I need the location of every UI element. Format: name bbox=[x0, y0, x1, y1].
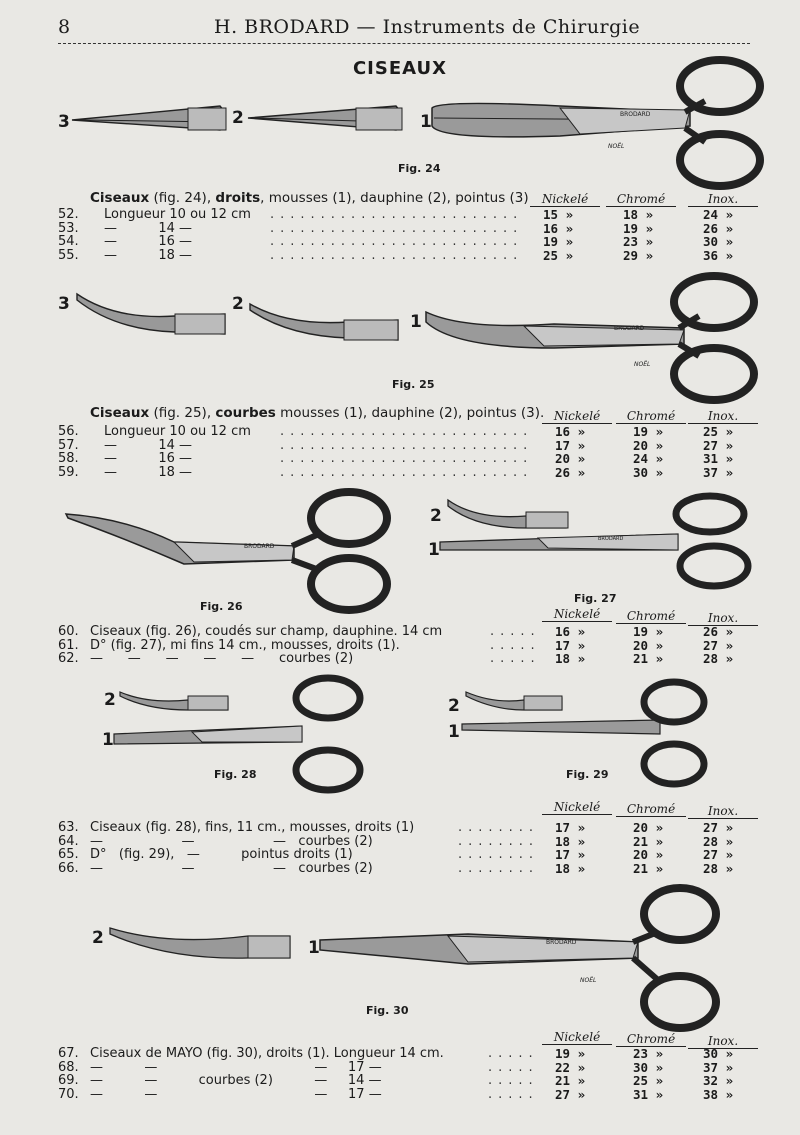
item-description: — 16 — bbox=[104, 451, 192, 466]
item-description: Longueur 10 ou 12 cm bbox=[104, 424, 251, 439]
column-header-inox: Inox. bbox=[707, 192, 739, 206]
maker-engraving: NOËL bbox=[634, 361, 651, 368]
item-number-2: 2 bbox=[448, 696, 460, 716]
scissors-straight-icon bbox=[430, 56, 770, 196]
item-description: — — — 17 — bbox=[90, 1059, 382, 1075]
item-number-2: 2 bbox=[92, 928, 104, 948]
scissors-blade-pointed-icon bbox=[70, 100, 230, 140]
column-header-nickele: Nickelé bbox=[553, 800, 601, 814]
item-number-1: 1 bbox=[448, 722, 460, 742]
price-inox: 27 » bbox=[703, 437, 734, 453]
leader-dots: ..... bbox=[490, 651, 541, 666]
leader-dots: ........ bbox=[458, 820, 540, 835]
price-nickele: 16 » bbox=[555, 424, 586, 439]
price-row bbox=[0, 424, 800, 438]
price-nickele: 15 » bbox=[543, 207, 574, 222]
price-inox: 27 » bbox=[703, 637, 734, 653]
scissors-curved-icon bbox=[424, 274, 764, 414]
leader-dots: ........ bbox=[458, 847, 540, 862]
figure-caption: Fig. 30 bbox=[366, 1004, 409, 1017]
price-chrome: 19 » bbox=[633, 424, 664, 439]
price-inox: 28 » bbox=[703, 860, 734, 876]
item-number: 69. bbox=[58, 1073, 79, 1088]
maker-engraving: NOËL bbox=[580, 977, 597, 984]
page-number: 8 bbox=[58, 16, 71, 38]
price-row bbox=[0, 248, 800, 262]
item-description: — — courbes (2) — 14 — bbox=[90, 1073, 382, 1088]
leader-dots: ..... bbox=[488, 1086, 539, 1102]
column-header-chrome: Chromé bbox=[616, 192, 666, 206]
price-chrome: 21 » bbox=[633, 833, 664, 849]
leader-dots: ......................... bbox=[270, 234, 524, 249]
price-nickele: 25 » bbox=[543, 247, 574, 263]
leader-dots: ..... bbox=[490, 624, 541, 639]
item-description: — — — courbes (2) bbox=[90, 833, 373, 849]
price-nickele: 20 » bbox=[555, 451, 586, 466]
figure-caption: Fig. 27 bbox=[574, 592, 617, 605]
item-description: Ciseaux (fig. 28), fins, 11 cm., mousses, droits (1) bbox=[90, 820, 415, 835]
price-inox: 31 » bbox=[703, 451, 734, 466]
price-chrome: 18 » bbox=[623, 207, 654, 222]
leader-dots: ......................... bbox=[270, 247, 524, 263]
price-row bbox=[0, 861, 800, 875]
group-caption: Ciseaux (fig. 24), droits, mousses (1), dauphine (2), pointus (3) bbox=[90, 190, 529, 206]
price-chrome: 20 » bbox=[633, 437, 664, 453]
leader-dots: ......................... bbox=[280, 464, 534, 480]
price-row bbox=[0, 624, 800, 638]
item-description: Longueur 10 ou 12 cm bbox=[104, 207, 251, 222]
column-header-nickele: Nickelé bbox=[541, 192, 589, 206]
leader-dots: ..... bbox=[488, 1073, 539, 1088]
item-number-1: 1 bbox=[102, 730, 114, 750]
item-number: 57. bbox=[58, 437, 79, 453]
price-nickele: 18 » bbox=[555, 833, 586, 849]
price-row bbox=[0, 221, 800, 235]
price-inox: 26 » bbox=[703, 220, 734, 236]
price-chrome: 19 » bbox=[633, 624, 664, 639]
item-number: 54. bbox=[58, 234, 79, 249]
item-number: 60. bbox=[58, 624, 79, 639]
price-nickele: 19 » bbox=[555, 1046, 586, 1061]
price-row bbox=[0, 234, 800, 248]
price-chrome: 23 » bbox=[623, 234, 654, 249]
item-description: Ciseaux (fig. 26), coudés sur champ, dauphine. 14 cm bbox=[90, 624, 443, 639]
price-inox: 28 » bbox=[703, 651, 734, 666]
column-header-inox: Inox. bbox=[707, 409, 739, 423]
price-inox: 37 » bbox=[703, 1059, 734, 1075]
item-number-1: 1 bbox=[428, 540, 440, 560]
item-description: D° (fig. 29), — pointus droits (1) bbox=[90, 847, 353, 862]
item-description: — 14 — bbox=[104, 437, 192, 453]
price-chrome: 24 » bbox=[633, 451, 664, 466]
brand-engraving: BRODARD bbox=[620, 111, 651, 118]
item-number-1: 1 bbox=[410, 312, 422, 332]
price-chrome: 29 » bbox=[623, 247, 654, 263]
price-nickele: 17 » bbox=[555, 820, 586, 835]
section-title: CISEAUX bbox=[352, 58, 448, 79]
price-inox: 24 » bbox=[703, 207, 734, 222]
price-row bbox=[0, 820, 800, 834]
price-nickele: 26 » bbox=[555, 464, 586, 480]
price-chrome: 20 » bbox=[633, 637, 664, 653]
price-inox: 37 » bbox=[703, 464, 734, 480]
price-row bbox=[0, 465, 800, 479]
page-header bbox=[0, 0, 800, 50]
leader-dots: ........ bbox=[458, 833, 540, 849]
price-inox: 25 » bbox=[703, 424, 734, 439]
leader-dots: ......................... bbox=[270, 220, 524, 236]
price-nickele: 18 » bbox=[555, 651, 586, 666]
column-header-chrome: Chromé bbox=[626, 609, 676, 623]
item-description: — — — — — courbes (2) bbox=[90, 651, 354, 666]
price-row bbox=[0, 438, 800, 452]
price-chrome: 19 » bbox=[623, 220, 654, 236]
item-description: — 18 — bbox=[104, 247, 192, 263]
item-description: D° (fig. 27), mi fins 14 cm., mousses, droits (1). bbox=[90, 637, 400, 653]
figure-caption: Fig. 29 bbox=[566, 768, 609, 781]
price-row bbox=[0, 834, 800, 848]
item-number: 55. bbox=[58, 247, 79, 263]
price-inox: 36 » bbox=[703, 247, 734, 263]
brand-engraving: BRODARD bbox=[614, 325, 645, 332]
column-underline bbox=[542, 621, 612, 622]
mayo-blade-curved-icon bbox=[108, 924, 298, 966]
price-row bbox=[0, 1073, 800, 1087]
group-caption: Ciseaux (fig. 25), courbes mousses (1), dauphine (2), pointus (3). bbox=[90, 405, 545, 421]
column-header-inox: Inox. bbox=[707, 804, 739, 818]
column-header-nickele: Nickelé bbox=[553, 607, 601, 621]
item-number: 52. bbox=[58, 207, 79, 222]
price-chrome: 20 » bbox=[633, 847, 664, 862]
item-number: 63. bbox=[58, 820, 79, 835]
price-inox: 30 » bbox=[703, 1046, 734, 1061]
price-inox: 27 » bbox=[703, 847, 734, 862]
price-inox: 27 » bbox=[703, 820, 734, 835]
price-chrome: 30 » bbox=[633, 1059, 664, 1075]
leader-dots: ......................... bbox=[280, 451, 534, 466]
leader-dots: ..... bbox=[488, 1046, 539, 1061]
item-number-2: 2 bbox=[104, 690, 116, 710]
column-header-nickele: Nickelé bbox=[553, 1030, 601, 1044]
item-description: — 16 — bbox=[104, 234, 192, 249]
price-row bbox=[0, 651, 800, 665]
brand-engraving: BRODARD bbox=[244, 543, 275, 550]
column-header-chrome: Chromé bbox=[626, 409, 676, 423]
price-row bbox=[0, 1087, 800, 1101]
price-inox: 32 » bbox=[703, 1073, 734, 1088]
price-chrome: 31 » bbox=[633, 1086, 664, 1102]
price-row bbox=[0, 847, 800, 861]
item-number: 58. bbox=[58, 451, 79, 466]
item-number-2: 2 bbox=[232, 108, 244, 128]
column-header-chrome: Chromé bbox=[626, 802, 676, 816]
curved-blade-dauphine-icon bbox=[248, 298, 408, 348]
item-number: 53. bbox=[58, 220, 79, 236]
price-inox: 26 » bbox=[703, 624, 734, 639]
price-nickele: 27 » bbox=[555, 1086, 586, 1102]
price-row bbox=[0, 1046, 800, 1060]
price-row bbox=[0, 638, 800, 652]
price-chrome: 25 » bbox=[633, 1073, 664, 1088]
price-nickele: 16 » bbox=[555, 624, 586, 639]
item-number: 56. bbox=[58, 424, 79, 439]
item-number: 64. bbox=[58, 833, 79, 849]
price-chrome: 20 » bbox=[633, 820, 664, 835]
price-chrome: 21 » bbox=[633, 651, 664, 666]
leader-dots: ......................... bbox=[280, 424, 534, 439]
maker-engraving: NOËL bbox=[608, 143, 625, 150]
figure-caption: Fig. 25 bbox=[392, 378, 435, 391]
item-number: 65. bbox=[58, 847, 79, 862]
price-row bbox=[0, 207, 800, 221]
price-nickele: 17 » bbox=[555, 847, 586, 862]
running-title: H. BRODARD — Instruments de Chirurgie bbox=[214, 16, 641, 38]
price-inox: 38 » bbox=[703, 1086, 734, 1102]
price-inox: 28 » bbox=[703, 833, 734, 849]
column-underline bbox=[688, 818, 758, 819]
figure-caption: Fig. 24 bbox=[398, 162, 441, 175]
item-description: — — — 17 — bbox=[90, 1086, 382, 1102]
item-number: 66. bbox=[58, 860, 79, 876]
price-chrome: 23 » bbox=[633, 1046, 664, 1061]
brand-engraving: BRODARD bbox=[598, 536, 624, 542]
price-nickele: 17 » bbox=[555, 637, 586, 653]
item-description: — 18 — bbox=[104, 464, 192, 480]
leader-dots: ......................... bbox=[280, 437, 534, 453]
scissors-fine-icon bbox=[438, 494, 758, 594]
column-header-inox: Inox. bbox=[707, 611, 739, 625]
price-row bbox=[0, 1060, 800, 1074]
price-nickele: 19 » bbox=[543, 234, 574, 249]
item-number: 70. bbox=[58, 1086, 79, 1102]
item-number-1: 1 bbox=[308, 938, 320, 958]
brand-engraving: BRODARD bbox=[546, 939, 577, 946]
item-number-3: 3 bbox=[58, 112, 70, 132]
item-number-1: 1 bbox=[420, 112, 432, 132]
price-nickele: 16 » bbox=[543, 220, 574, 236]
item-number: 68. bbox=[58, 1059, 79, 1075]
leader-dots: ..... bbox=[488, 1059, 539, 1075]
price-chrome: 21 » bbox=[633, 860, 664, 876]
curved-blade-pointed-icon bbox=[75, 290, 235, 340]
price-chrome: 30 » bbox=[633, 464, 664, 480]
item-number: 61. bbox=[58, 637, 79, 653]
column-header-nickele: Nickelé bbox=[553, 409, 601, 423]
item-description: — — — courbes (2) bbox=[90, 860, 373, 876]
scissors-blade-dauphine-icon bbox=[246, 100, 406, 140]
leader-dots: ........ bbox=[458, 860, 540, 876]
scissors-angled-icon bbox=[64, 488, 404, 618]
price-nickele: 17 » bbox=[555, 437, 586, 453]
price-row bbox=[0, 451, 800, 465]
column-underline bbox=[616, 816, 686, 817]
item-number-2: 2 bbox=[232, 294, 244, 314]
item-number-3: 3 bbox=[58, 294, 70, 314]
item-description: — 14 — bbox=[104, 220, 192, 236]
header-rule bbox=[58, 43, 750, 45]
leader-dots: ..... bbox=[490, 637, 541, 653]
price-inox: 30 » bbox=[703, 234, 734, 249]
figure-caption: Fig. 28 bbox=[214, 768, 257, 781]
item-number: 59. bbox=[58, 464, 79, 480]
item-number-2: 2 bbox=[430, 506, 442, 526]
figure-caption: Fig. 26 bbox=[200, 600, 243, 613]
column-underline bbox=[542, 814, 612, 815]
item-number: 67. bbox=[58, 1046, 79, 1061]
price-nickele: 22 » bbox=[555, 1059, 586, 1075]
leader-dots: ......................... bbox=[270, 207, 524, 222]
column-header-chrome: Chromé bbox=[626, 1032, 676, 1046]
item-description: Ciseaux de MAYO (fig. 30), droits (1). Longueur 14 cm. bbox=[90, 1046, 444, 1061]
price-nickele: 21 » bbox=[555, 1073, 586, 1088]
price-nickele: 18 » bbox=[555, 860, 586, 876]
column-underline bbox=[542, 1044, 612, 1045]
item-number: 62. bbox=[58, 651, 79, 666]
column-header-inox: Inox. bbox=[707, 1034, 739, 1048]
